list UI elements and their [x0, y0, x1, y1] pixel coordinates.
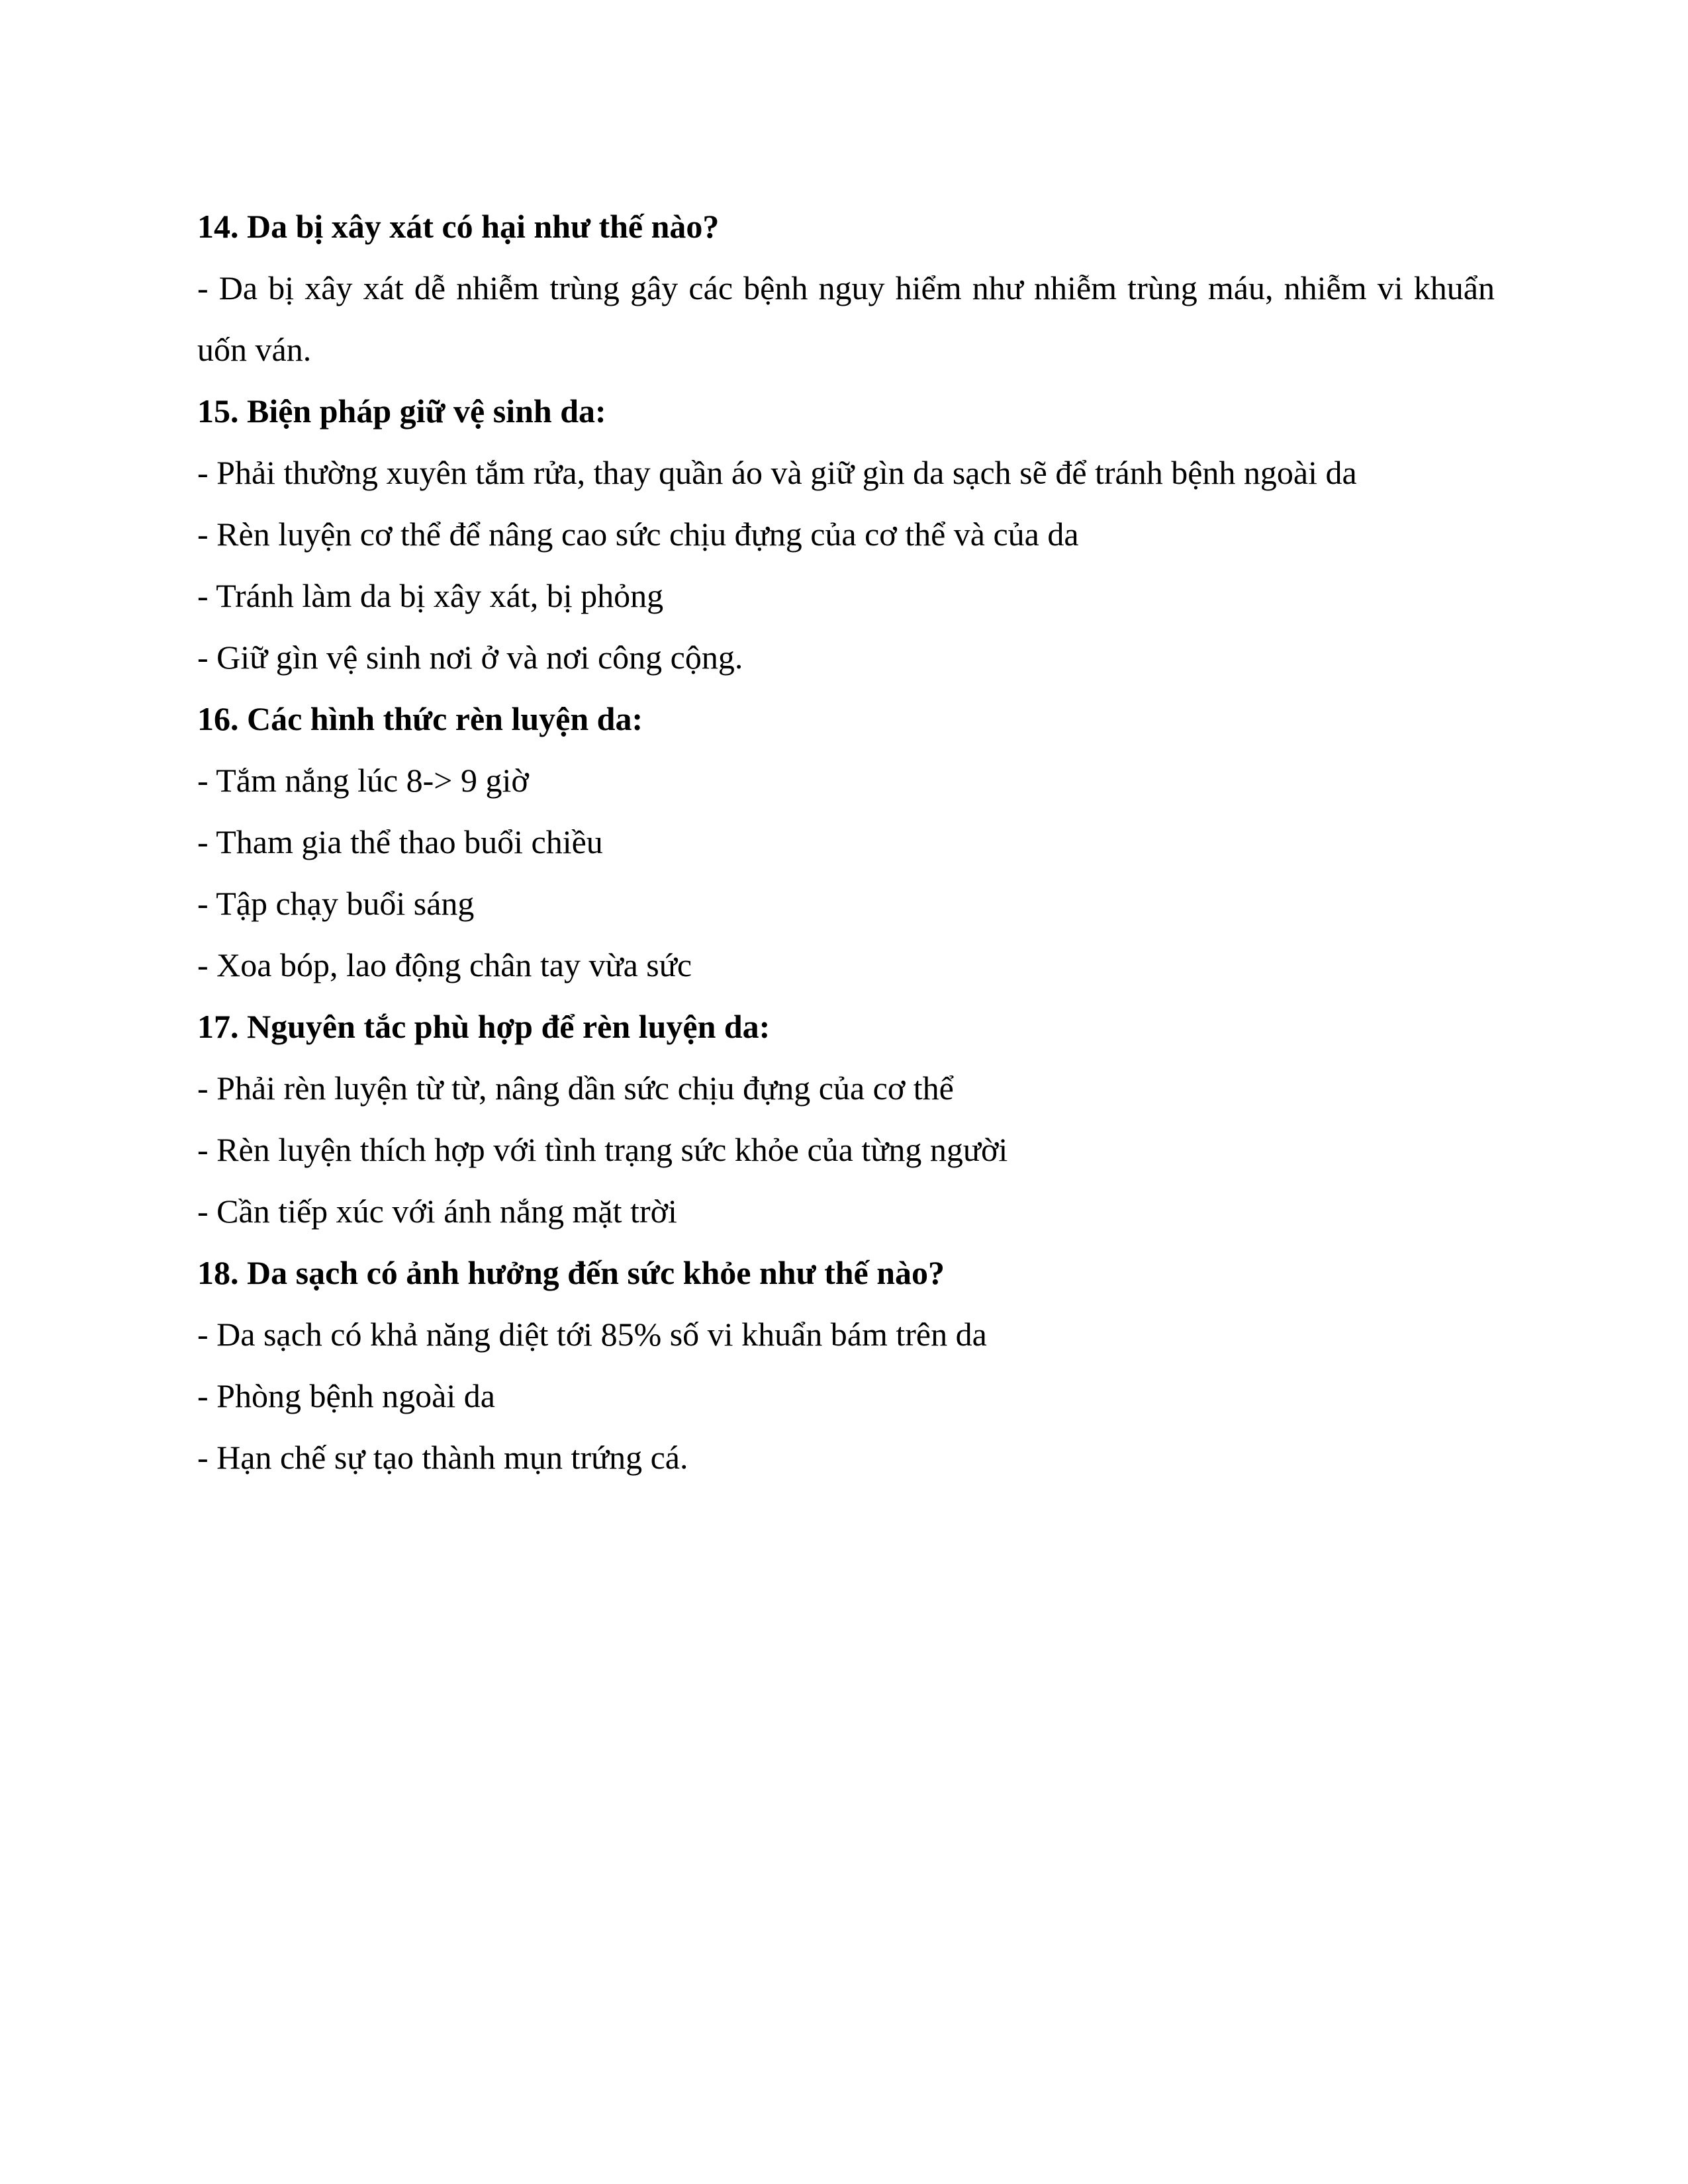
list-item: - Da sạch có khả năng diệt tới 85% số vi khuẩn bám trên da — [197, 1316, 987, 1353]
section-16 — [197, 688, 1495, 996]
list-item: - Giữ gìn vệ sinh nơi ở và nơi công cộng. — [197, 639, 743, 676]
list-item: - Rèn luyện thích hợp với tình trạng sức khỏe của từng người — [197, 1131, 1008, 1168]
section-heading: 17. Nguyên tắc phù hợp để rèn luyện da: — [197, 1008, 771, 1045]
list-item: - Phải rèn luyện từ từ, nâng dần sức chịu đựng của cơ thể — [197, 1069, 954, 1107]
list-item: - Phòng bệnh ngoài da — [197, 1377, 495, 1414]
list-item: - Xoa bóp, lao động chân tay vừa sức — [197, 946, 692, 983]
list-item: - Tránh làm da bị xây xát, bị phỏng — [197, 577, 664, 614]
list-item: - Tắm nắng lúc 8-> 9 giờ — [197, 762, 529, 799]
section-14 — [197, 196, 1495, 381]
section-heading: 16. Các hình thức rèn luyện da: — [197, 700, 643, 737]
section-heading: 18. Da sạch có ảnh hưởng đến sức khỏe như thế nào? — [197, 1254, 945, 1291]
section-15 — [197, 381, 1495, 688]
section-heading: 15. Biện pháp giữ vệ sinh da: — [197, 392, 606, 430]
list-item: - Tập chạy buổi sáng — [197, 885, 475, 922]
list-item: - Cần tiếp xúc với ánh nắng mặt trời — [197, 1193, 677, 1230]
list-item: - Phải thường xuyên tắm rửa, thay quần áo và giữ gìn da sạch sẽ để tránh bệnh ngoài da — [197, 454, 1357, 491]
list-item: - Hạn chế sự tạo thành mụn trứng cá. — [197, 1439, 688, 1476]
section-heading: 14. Da bị xây xát có hại như thế nào? — [197, 208, 720, 245]
list-item: - Tham gia thể thao buổi chiều — [197, 823, 603, 860]
document-page — [197, 196, 1495, 1488]
section-18 — [197, 1242, 1495, 1488]
section-17 — [197, 996, 1495, 1242]
list-item: - Rèn luyện cơ thể để nâng cao sức chịu đựng của cơ thể và của da — [197, 516, 1079, 553]
list-item: - Da bị xây xát dễ nhiễm trùng gây các bệnh nguy hiểm như nhiễm trùng máu, nhiễm vi khuẩn uốn ván. — [197, 269, 1495, 368]
